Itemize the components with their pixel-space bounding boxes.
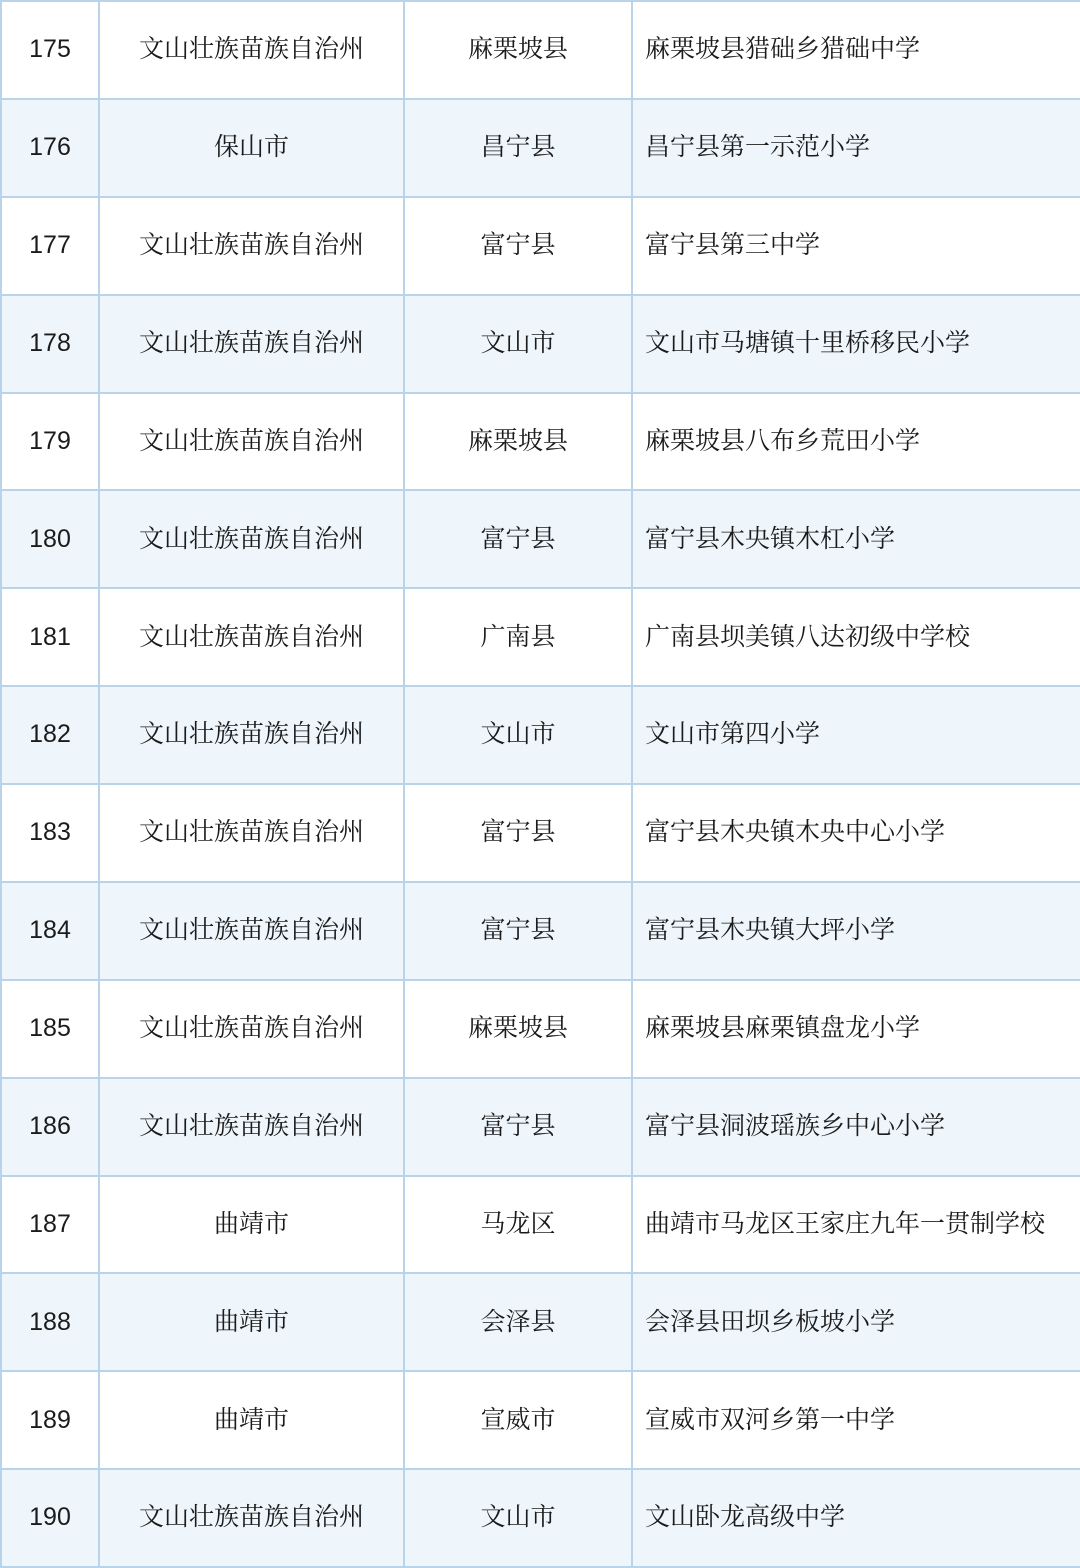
table-row	[1, 588, 1080, 686]
cell-index: 186	[1, 1078, 99, 1176]
table-row	[1, 197, 1080, 295]
cell-school: 宣威市双河乡第一中学	[632, 1371, 1080, 1469]
cell-school: 麻栗坡县八布乡荒田小学	[632, 393, 1080, 491]
cell-index: 176	[1, 99, 99, 197]
cell-county: 麻栗坡县	[404, 393, 632, 491]
cell-city: 曲靖市	[99, 1176, 404, 1274]
table-body	[1, 1, 1080, 1567]
cell-county: 文山市	[404, 295, 632, 393]
cell-county: 富宁县	[404, 882, 632, 980]
cell-school: 文山市马塘镇十里桥移民小学	[632, 295, 1080, 393]
cell-school: 富宁县木央镇木杠小学	[632, 490, 1080, 588]
cell-school: 昌宁县第一示范小学	[632, 99, 1080, 197]
cell-index: 177	[1, 197, 99, 295]
cell-county: 马龙区	[404, 1176, 632, 1274]
table-row	[1, 686, 1080, 784]
cell-city: 文山壮族苗族自治州	[99, 1, 404, 99]
cell-city: 保山市	[99, 99, 404, 197]
cell-city: 曲靖市	[99, 1371, 404, 1469]
cell-city: 文山壮族苗族自治州	[99, 882, 404, 980]
cell-city: 文山壮族苗族自治州	[99, 1078, 404, 1176]
cell-school: 文山市第四小学	[632, 686, 1080, 784]
cell-county: 富宁县	[404, 197, 632, 295]
cell-city: 曲靖市	[99, 1273, 404, 1371]
cell-county: 麻栗坡县	[404, 980, 632, 1078]
cell-school: 富宁县木央镇木央中心小学	[632, 784, 1080, 882]
cell-city: 文山壮族苗族自治州	[99, 980, 404, 1078]
cell-county: 麻栗坡县	[404, 1, 632, 99]
cell-index: 188	[1, 1273, 99, 1371]
cell-county: 富宁县	[404, 1078, 632, 1176]
cell-index: 187	[1, 1176, 99, 1274]
table-row	[1, 1078, 1080, 1176]
cell-county: 会泽县	[404, 1273, 632, 1371]
table-row	[1, 1176, 1080, 1274]
table-row	[1, 99, 1080, 197]
cell-index: 189	[1, 1371, 99, 1469]
cell-index: 179	[1, 393, 99, 491]
table-row	[1, 784, 1080, 882]
table-row	[1, 980, 1080, 1078]
cell-school: 广南县坝美镇八达初级中学校	[632, 588, 1080, 686]
cell-city: 文山壮族苗族自治州	[99, 1469, 404, 1567]
table-row	[1, 1371, 1080, 1469]
cell-city: 文山壮族苗族自治州	[99, 588, 404, 686]
cell-school: 会泽县田坝乡板坡小学	[632, 1273, 1080, 1371]
cell-city: 文山壮族苗族自治州	[99, 197, 404, 295]
cell-index: 175	[1, 1, 99, 99]
cell-index: 184	[1, 882, 99, 980]
cell-school: 曲靖市马龙区王家庄九年一贯制学校	[632, 1176, 1080, 1274]
cell-city: 文山壮族苗族自治州	[99, 686, 404, 784]
cell-index: 180	[1, 490, 99, 588]
cell-county: 富宁县	[404, 784, 632, 882]
cell-school: 富宁县木央镇大坪小学	[632, 882, 1080, 980]
cell-index: 178	[1, 295, 99, 393]
cell-county: 昌宁县	[404, 99, 632, 197]
cell-index: 182	[1, 686, 99, 784]
cell-city: 文山壮族苗族自治州	[99, 295, 404, 393]
cell-city: 文山壮族苗族自治州	[99, 490, 404, 588]
cell-school: 麻栗坡县猎础乡猎础中学	[632, 1, 1080, 99]
cell-city: 文山壮族苗族自治州	[99, 393, 404, 491]
table-row	[1, 1469, 1080, 1567]
table-row	[1, 490, 1080, 588]
cell-index: 190	[1, 1469, 99, 1567]
cell-school: 麻栗坡县麻栗镇盘龙小学	[632, 980, 1080, 1078]
cell-county: 文山市	[404, 686, 632, 784]
cell-index: 185	[1, 980, 99, 1078]
table-row	[1, 1273, 1080, 1371]
table-row	[1, 393, 1080, 491]
cell-school: 文山卧龙高级中学	[632, 1469, 1080, 1567]
table-row	[1, 1, 1080, 99]
cell-index: 183	[1, 784, 99, 882]
cell-index: 181	[1, 588, 99, 686]
cell-school: 富宁县洞波瑶族乡中心小学	[632, 1078, 1080, 1176]
cell-county: 广南县	[404, 588, 632, 686]
cell-county: 文山市	[404, 1469, 632, 1567]
cell-city: 文山壮族苗族自治州	[99, 784, 404, 882]
table-row	[1, 882, 1080, 980]
table-row	[1, 295, 1080, 393]
cell-county: 富宁县	[404, 490, 632, 588]
cell-county: 宣威市	[404, 1371, 632, 1469]
cell-school: 富宁县第三中学	[632, 197, 1080, 295]
